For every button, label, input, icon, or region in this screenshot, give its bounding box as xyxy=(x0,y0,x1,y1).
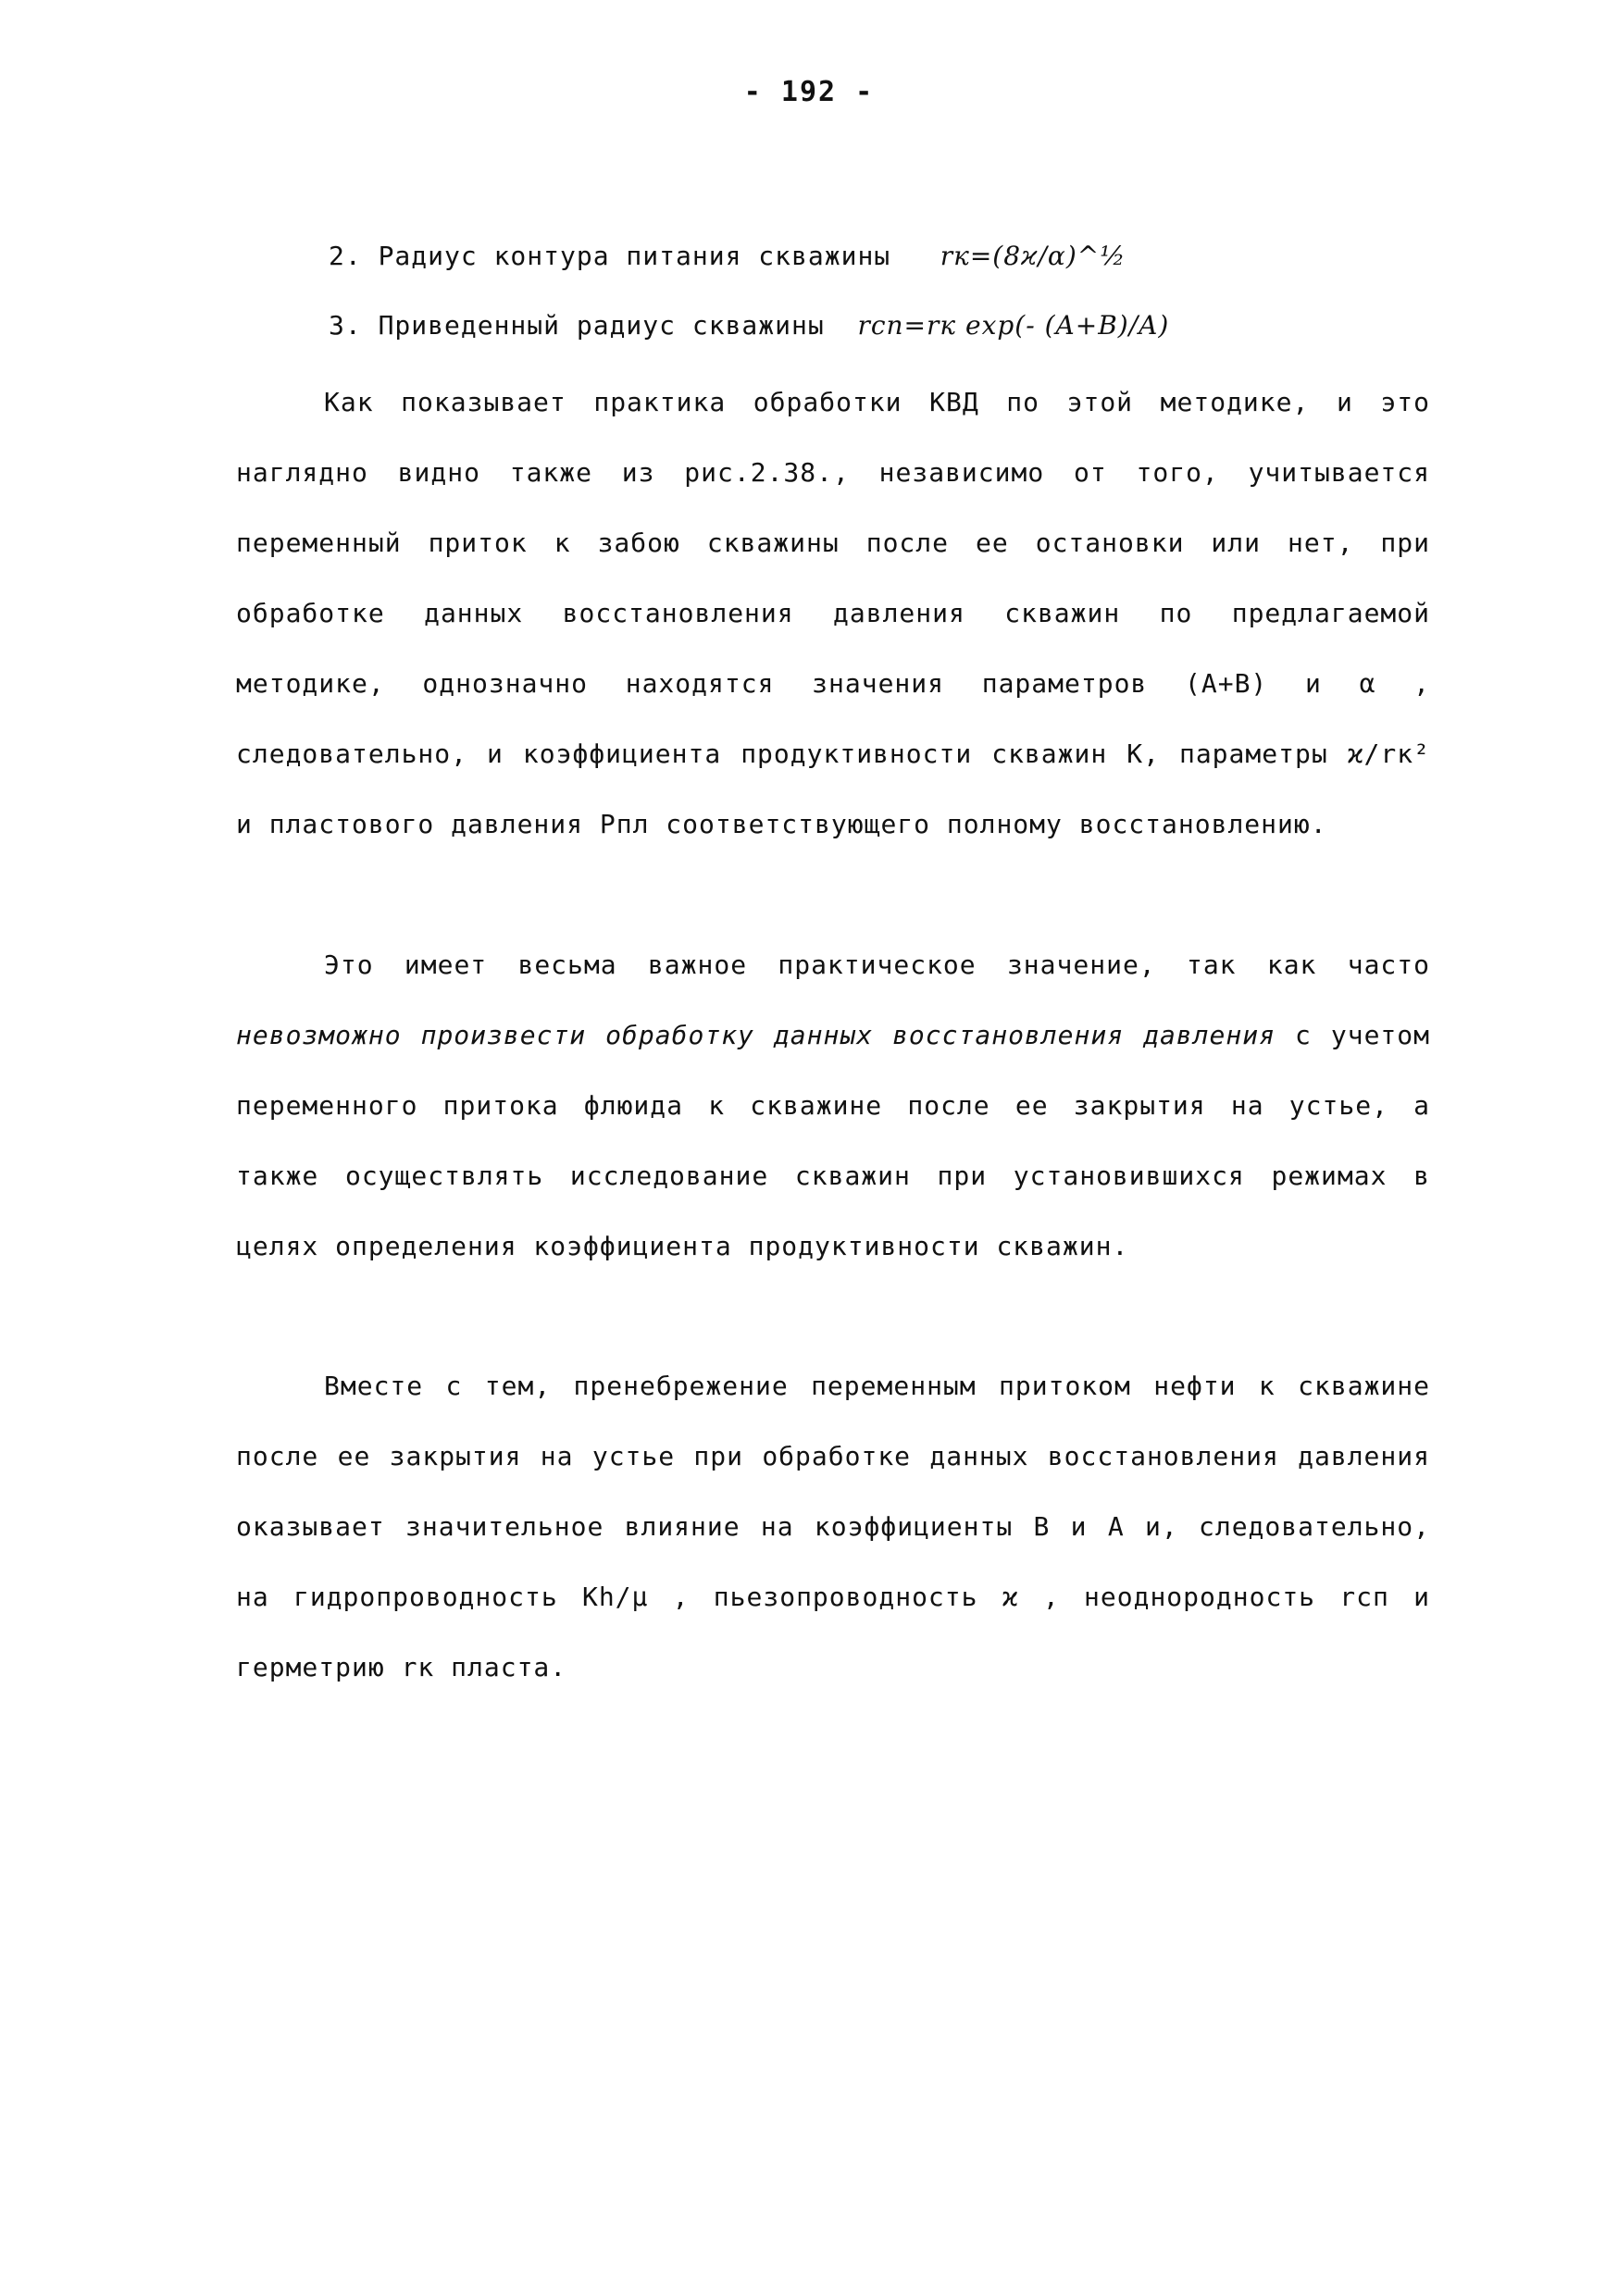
formula-item-3-label: 3. Приведенный радиус скважины xyxy=(329,310,825,341)
paragraph-1 xyxy=(236,367,1430,860)
paragraph-2 xyxy=(236,930,1430,1282)
paragraph-2-end: с учетом переменного притока флюида к скважине после ее закрытия на устье, а также осуществлять исследование скважин при установившихся режимах в целях определения коэффициента продуктивности скважин. xyxy=(236,1020,1431,1261)
paragraph-3-text: Вместе с тем, пренебрежение переменным притоком нефти к скважине после ее закрытия на устье при обработке данных восстановления давления оказывает значительное влияние на коэффициенты В и А и, следовательно, на гидропроводность Kh/μ , пьезопроводность ϰ , неоднородность rсп и герметрию rк пласта. xyxy=(236,1371,1430,1682)
page-number: - 192 - xyxy=(743,76,875,108)
paragraph-2-start: Это имеет весьма важное практическое значение, так как часто xyxy=(324,949,1430,980)
formula-item-3-expression: rсп=rк exp(- (A+B)/A) xyxy=(857,310,1170,341)
paragraph-1-text: Как показывает практика обработки КВД по этой методике, и это наглядно видно также из рис.2.38., независимо от того, учитывается переменный приток к забою скважины после ее остановки или нет, при обработке данных восстановления давления скважин по предлагаемой методике, однозначно находятся значения параметров (А+В) и α , следовательно, и коэффициента продуктивности скважин К, параметры ϰ/rк² и пластового давления Pпл соответствующего полному восстановлению. xyxy=(236,387,1430,839)
formula-item-2 xyxy=(329,241,1126,271)
paragraph-2-italic: невозможно произвести обработку данных восстановления давления xyxy=(236,1020,1276,1050)
formula-item-3 xyxy=(329,310,1169,341)
paragraph-3 xyxy=(236,1351,1430,1703)
formula-item-2-expression: rк=(8ϰ/α)^½ xyxy=(940,241,1126,271)
formula-item-2-label: 2. Радиус контура питания скважины xyxy=(329,241,891,271)
